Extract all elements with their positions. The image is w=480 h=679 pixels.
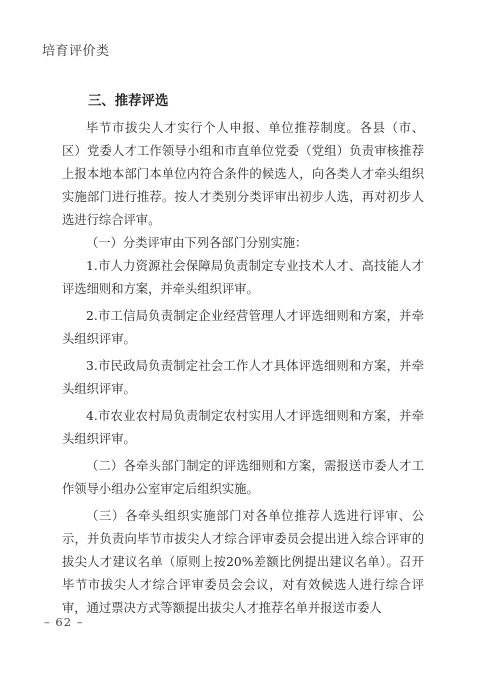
list-item-4: 4.市农业农村局负责制定农村实用人才评选细则和方案，并牵头组织评审。 <box>62 409 424 446</box>
section-heading: 三、推荐评选 <box>88 93 169 109</box>
intro-paragraph: 毕节市拔尖人才实行个人申报、单位推荐制度。各县（市、区）党委人才工作领导小组和市直单位党委（党组）负责审核推荐上报本地本部门本单位内符合条件的候选人，向各类人才牵头组织实施部门进行推荐。按人才类别分类评审出初步人选，再对初步人选进行综合评审。 <box>62 121 424 227</box>
page-number: – 62 – <box>44 615 84 629</box>
list-item-1: 1.市人力资源社会保障局负责制定专业技术人才、高技能人才评选细则和方案，并牵头组织评审。 <box>62 259 424 296</box>
running-header: 培育评价类 <box>42 44 110 59</box>
subsection-3: （三）各牵头组织实施部门对各单位推荐人选进行评审、公示，并负责向毕节市拔尖人才综合评审委员会提出进入综合评审的拔尖人才建议名单（原则上按20%差额比例提出建议名单）。召开毕节市拔尖人才综合评审委员会会议，对有效候选人进行综合评审，通过票决方式等额提出拔尖人才推荐名单并报送市委人 <box>62 509 424 615</box>
subsection-2: （二）各牵头部门制定的评选细则和方案，需报送市委人才工作领导小组办公室审定后组织实施。 <box>62 459 424 496</box>
list-item-3: 3.市民政局负责制定社会工作人才具体评选细则和方案，并牵头组织评审。 <box>62 359 424 396</box>
list-item-2: 2.市工信局负责制定企业经营管理人才评选细则和方案，并牵头组织评审。 <box>62 309 424 346</box>
document-body <box>62 90 424 620</box>
subsection-1: （一）分类评审由下列各部门分别实施： <box>86 236 308 250</box>
